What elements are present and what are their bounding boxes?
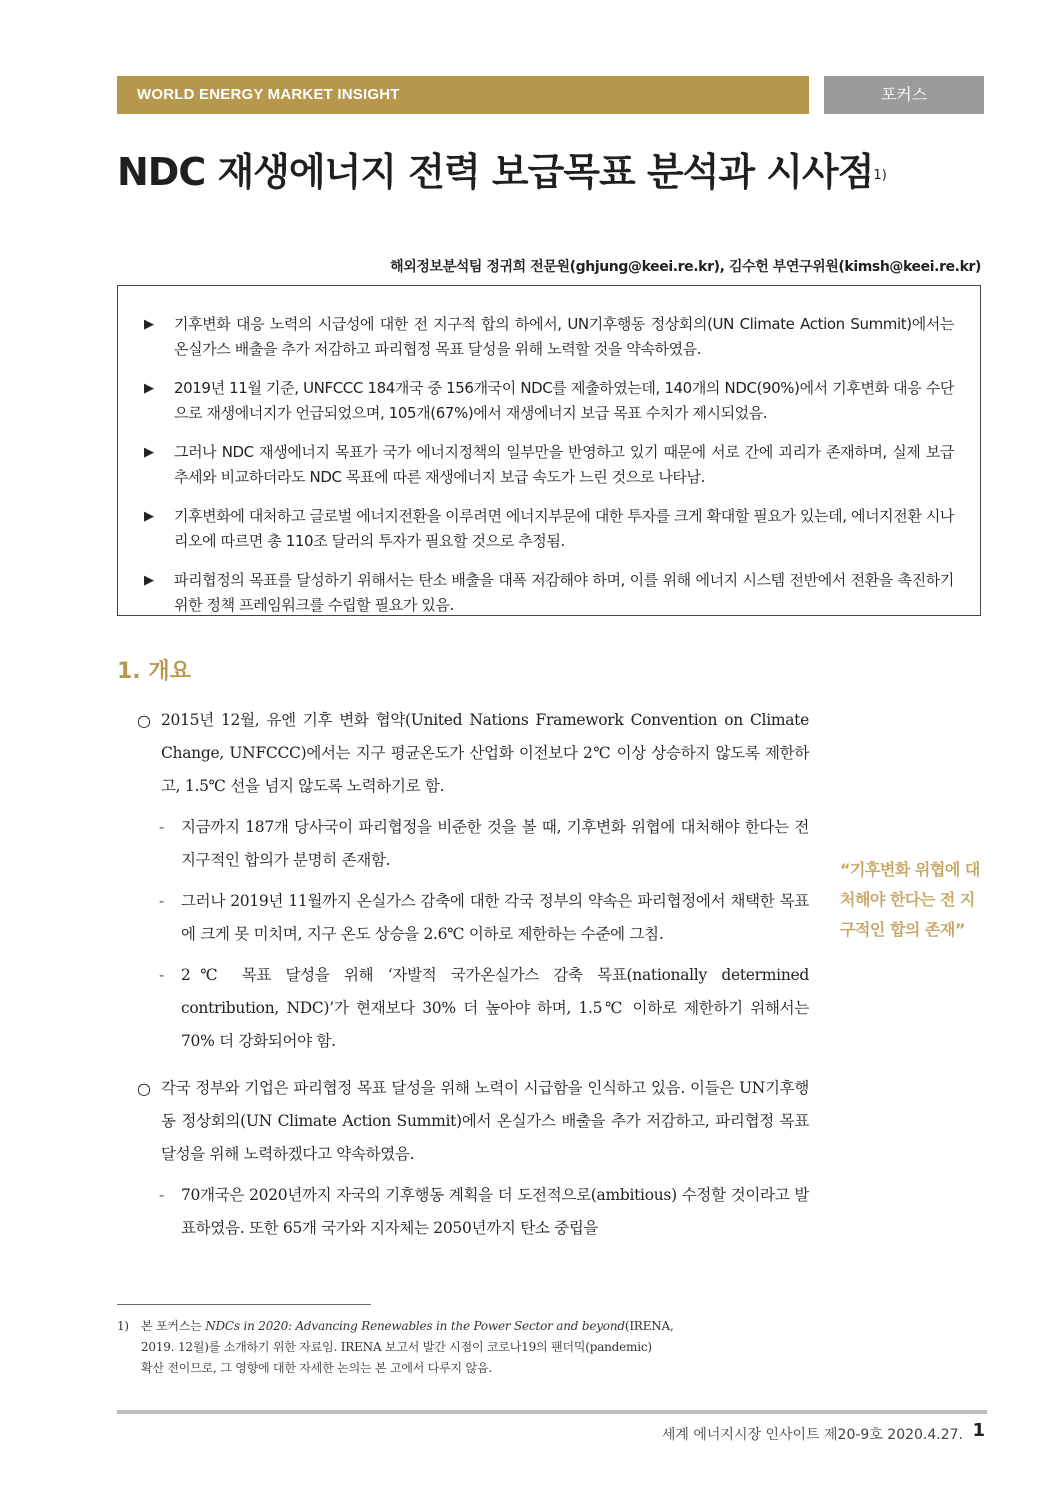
paragraph-text: 그러나 2019년 11월까지 온실가스 감축에 대한 각국 정부의 약속은 파리협정에서 채택한 목표에 크게 못 미치며, 지구 온도 상승을 2.6℃ 이하로 제한하는 수준에 그침.: [181, 892, 809, 943]
summary-text: 기후변화 대응 노력의 시급성에 대한 전 지구적 합의 하에서, UN기후행동 정상회의(UN Climate Action Summit)에서는 온실가스 배출을 추가 저감하고 파리협정 목표 달성을 위해 노력할 것을 약속하였음.: [174, 315, 954, 358]
footnote-divider: [117, 1304, 371, 1305]
paragraph-text: 2℃ 목표 달성을 위해 ‘자발적 국가온실가스 감축 목표(nationally determined contribution, NDC)’가 현재보다 30% 더 높아야 하며, 1.5℃ 이하로 제한하기 위해서는 70% 더 강화되어야 함.: [181, 966, 809, 1050]
circle-paragraph: [137, 704, 809, 803]
footnote-text: (IRENA,: [624, 1319, 674, 1333]
paragraph-text: 70개국은 2020년까지 자국의 기후행동 계획을 더 도전적으로(ambitious) 수정할 것이라고 발표하였음. 또한 65개 국가와 지자체는 2050년까지 탄소 중립을: [181, 1186, 809, 1237]
page-title: [117, 146, 987, 198]
summary-item: [144, 440, 954, 490]
dash-paragraph: [159, 885, 809, 951]
dash-paragraph: [159, 811, 809, 877]
footnote-source-title: NDCs in 2020: Advancing Renewables in the Power Sector and beyond: [205, 1319, 625, 1333]
series-banner: WORLD ENERGY MARKET INSIGHT: [117, 76, 809, 114]
dash-bullet-icon: -: [159, 1186, 164, 1204]
summary-text: 2019년 11월 기준, UNFCCC 184개국 중 156개국이 NDC를 제출하였는데, 140개의 NDC(90%)에서 기후변화 대응 수단으로 재생에너지가 언급되었으며, 105개(67%)에서 재생에너지 보급 목표 수치가 제시되었음.: [174, 379, 954, 422]
paragraph-text: 지금까지 187개 당사국이 파리협정을 비준한 것을 볼 때, 기후변화 위협에 대처해야 한다는 전 지구적인 합의가 분명히 존재함.: [181, 818, 809, 869]
triangle-bullet-icon: ▶: [144, 573, 154, 588]
summary-item: [144, 376, 954, 426]
triangle-bullet-icon: ▶: [144, 317, 154, 332]
footer-publication: 세계 에너지시장 인사이트 제20-9호 2020.4.27.: [661, 1427, 963, 1443]
dash-bullet-icon: -: [159, 966, 164, 984]
footnote-number: 1): [117, 1319, 129, 1333]
footnote-line: 확산 전이므로, 그 영향에 대한 자세한 논의는 본 고에서 다루지 않음.: [141, 1361, 492, 1375]
footnote: [117, 1316, 809, 1379]
paragraph-text: 2015년 12월, 유엔 기후 변화 협약(United Nations Framework Convention on Climate Change, UNFCCC)에서는 지구 평균온도가 산업화 이전보다 2℃ 이상 상승하지 않도록 제한하고, 1.5℃ 선을 넘지 않도록 노력하기로 함.: [161, 711, 809, 795]
circle-bullet-icon: ○: [137, 711, 151, 730]
author-line: 해외정보분석팀 정귀희 전문원(ghjung@keei.re.kr), 김수헌 부연구위원(kimsh@keei.re.kr): [390, 259, 981, 275]
page-number: 1: [972, 1420, 985, 1441]
body-text: [137, 704, 809, 1253]
triangle-bullet-icon: ▶: [144, 509, 154, 524]
footnote-text: 본 포커스는: [141, 1319, 206, 1333]
summary-box: [117, 285, 981, 616]
dash-paragraph: [159, 959, 809, 1058]
summary-text: 기후변화에 대처하고 글로벌 에너지전환을 이루려면 에너지부문에 대한 투자를 크게 확대할 필요가 있는데, 에너지전환 시나리오에 따르면 총 110조 달러의 투자가 필요할 것으로 추정됨.: [174, 507, 954, 550]
summary-text: 파리협정의 목표를 달성하기 위해서는 탄소 배출을 대폭 저감해야 하며, 이를 위해 에너지 시스템 전반에서 전환을 촉진하기 위한 정책 프레임워크를 수립할 필요가 있음.: [174, 571, 954, 614]
circle-bullet-icon: ○: [137, 1079, 151, 1098]
circle-paragraph: [137, 1072, 809, 1171]
triangle-bullet-icon: ▶: [144, 445, 154, 460]
title-footnote-mark: 1): [873, 168, 887, 183]
footnote-line: [117, 1316, 809, 1337]
summary-item: [144, 504, 954, 554]
section-tag: 포커스: [824, 76, 984, 114]
summary-item: [144, 312, 954, 362]
dash-bullet-icon: -: [159, 818, 164, 836]
summary-item: [144, 568, 954, 618]
dash-bullet-icon: -: [159, 892, 164, 910]
footnote-line: 2019. 12월)를 소개하기 위한 자료임. IRENA 보고서 발간 시점이 코로나19의 팬더믹(pandemic): [141, 1340, 652, 1354]
section-heading: 1. 개요: [117, 659, 191, 684]
triangle-bullet-icon: ▶: [144, 381, 154, 396]
pull-quote: “기후변화 위협에 대처해야 한다는 전 지구적인 합의 존재”: [840, 860, 980, 939]
summary-text: 그러나 NDC 재생에너지 목표가 국가 에너지정책의 일부만을 반영하고 있기 때문에 서로 간에 괴리가 존재하며, 실제 보급 추세와 비교하더라도 NDC 목표에 따른 재생에너지 보급 속도가 느린 것으로 나타남.: [174, 443, 954, 486]
footer-rule: [117, 1410, 987, 1414]
title-text: NDC 재생에너지 전력 보급목표 분석과 시사점: [117, 150, 874, 194]
dash-paragraph: [159, 1179, 809, 1245]
paragraph-text: 각국 정부와 기업은 파리협정 목표 달성을 위해 노력이 시급함을 인식하고 있음. 이들은 UN기후행동 정상회의(UN Climate Action Summit)에서 온실가스 배출을 추가 저감하고, 파리협정 목표 달성을 위해 노력하겠다고 약속하였음.: [161, 1079, 809, 1163]
